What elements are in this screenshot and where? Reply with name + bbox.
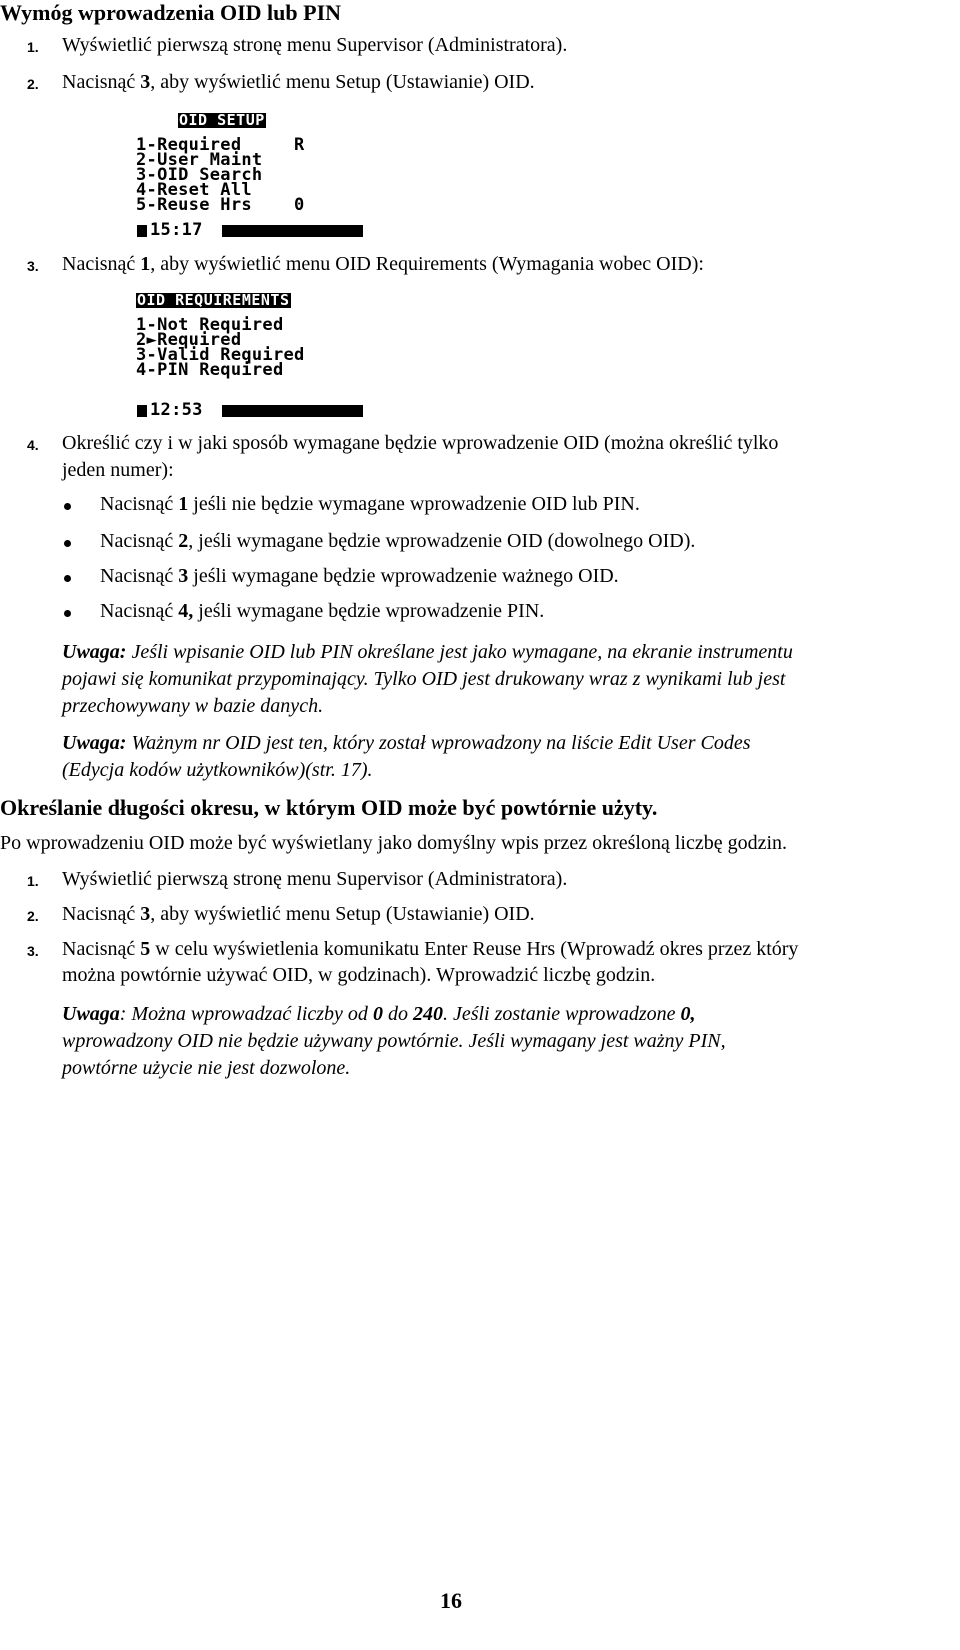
step-text-part: w celu wyświetlenia komunikatu Enter Reuse Hrs (Wprowadź okres przez który: [150, 938, 799, 960]
bullet-item: [100, 528, 695, 555]
lcd-line: 5-Reuse Hrs 0: [136, 195, 305, 215]
note-text: Jeśli wpisanie OID lub PIN określane jest jako wymagane, na ekranie instrumentu: [126, 641, 793, 663]
intro-paragraph: Po wprowadzeniu OID może być wyświetlany jako domyślny wpis przez określoną liczbę godzin.: [0, 832, 788, 854]
step-text: [62, 32, 567, 59]
step-text: [62, 936, 798, 963]
bullet-icon: [64, 610, 71, 617]
step-text: [62, 69, 535, 96]
lcd-line: 2-User Maint: [136, 150, 263, 170]
lcd-status-bar: [222, 405, 363, 417]
note-value: 0: [372, 1003, 383, 1025]
section-heading-oid-pin: Wymóg wprowadzenia OID lub PIN: [0, 0, 342, 25]
note-value: 0,: [680, 1003, 696, 1025]
note-paragraph: [62, 1001, 696, 1028]
lcd-cursor-block: [137, 225, 147, 237]
step-text-part: , aby wyświetlić menu OID Requirements (Wymagania wobec OID):: [150, 253, 704, 275]
step-text-part: Nacisnąć: [62, 938, 141, 960]
bullet-item: [100, 491, 640, 518]
key-number: 3: [140, 71, 151, 93]
key-number: 3: [178, 565, 189, 587]
note-label: Uwaga:: [62, 641, 127, 663]
step-number: 4.: [27, 437, 39, 453]
note-text: . Jeśli zostanie wprowadzone: [442, 1003, 681, 1025]
lcd-line: 4-Reset All: [136, 180, 252, 200]
key-number: 1: [140, 253, 151, 275]
note-text: powtórne użycie nie jest dozwolone.: [62, 1057, 351, 1079]
step-number: 3.: [27, 943, 39, 959]
bullet-item: [100, 563, 619, 590]
lcd-time: 12:53: [150, 400, 203, 420]
bullet-icon: [64, 503, 71, 510]
step-text-part: Wyświetlić pierwszą stronę menu Supervisor (Administratora).: [62, 868, 568, 890]
step-text-part: Nacisnąć: [62, 903, 141, 925]
step-number: 2.: [27, 76, 39, 92]
note-text: do: [382, 1003, 413, 1025]
bullet-text: jeśli wymagane będzie wprowadzenie ważnego OID.: [188, 565, 619, 587]
step-text: Określić czy i w jaki sposób wymagane będzie wprowadzenie OID (można określić tylko: [62, 432, 779, 454]
step-text-part: Nacisnąć: [62, 71, 141, 93]
lcd-line: 1-Not Required: [136, 315, 284, 335]
lcd-menu-lines: [136, 315, 305, 380]
bullet-text: Nacisnąć: [100, 493, 179, 515]
step-number: 3.: [27, 258, 39, 274]
note-text: Ważnym nr OID jest ten, który został wprowadzony na liście Edit User Codes: [126, 732, 751, 754]
note-text: : Można wprowadzać liczby od: [119, 1003, 373, 1025]
note-text: przechowywany w bazie danych.: [62, 695, 324, 717]
step-text: można powtórnie używać OID, w godzinach). Wprowadzić liczbę godzin.: [62, 964, 656, 986]
section-heading-reuse-period: Określanie długości okresu, w którym OID może być powtórnie użyty.: [0, 795, 658, 820]
key-number: 2: [178, 530, 189, 552]
note-value: 240: [412, 1003, 443, 1025]
bullet-icon: [64, 540, 71, 547]
note-text: (Edycja kodów użytkowników)(str. 17).: [62, 759, 373, 781]
bullet-text: Nacisnąć: [100, 600, 179, 622]
lcd-oid-requirements-screen: [136, 290, 291, 309]
step-number: 1.: [27, 873, 39, 889]
step-number: 2.: [27, 908, 39, 924]
lcd-title: OID SETUP: [179, 111, 265, 129]
key-number: 3: [140, 903, 151, 925]
lcd-line: 3-Valid Required: [136, 345, 305, 365]
note-label: Uwaga:: [62, 732, 127, 754]
lcd-title: OID REQUIREMENTS: [137, 291, 290, 309]
bullet-icon: [64, 575, 71, 582]
step-number: 1.: [27, 39, 39, 55]
note-paragraph: [62, 730, 751, 757]
step-text-part: , aby wyświetlić menu Setup (Ustawianie) OID.: [150, 71, 535, 93]
lcd-oid-setup-screen: [178, 110, 266, 129]
key-number: 1: [178, 493, 189, 515]
lcd-time: 15:17: [150, 220, 203, 240]
bullet-text: Nacisnąć: [100, 565, 179, 587]
step-text-part: Nacisnąć: [62, 253, 141, 275]
lcd-line: 4-PIN Required: [136, 360, 284, 380]
bullet-text: jeśli wymagane będzie wprowadzenie PIN.: [193, 600, 545, 622]
bullet-text: jeśli nie będzie wymagane wprowadzenie OID lub PIN.: [188, 493, 640, 515]
step-text: jeden numer):: [62, 459, 174, 481]
lcd-status-bar: [222, 225, 363, 237]
step-text-part: , aby wyświetlić menu Setup (Ustawianie) OID.: [150, 903, 535, 925]
note-text: wprowadzony OID nie będzie używany powtórnie. Jeśli wymagany jest ważny PIN,: [62, 1030, 726, 1052]
lcd-line: 3-OID Search: [136, 165, 263, 185]
step-text: [62, 901, 535, 928]
bullet-item: [100, 598, 544, 625]
bullet-text: Nacisnąć: [100, 530, 179, 552]
bullet-text: , jeśli wymagane będzie wprowadzenie OID (dowolnego OID).: [188, 530, 696, 552]
lcd-line: 2►Required: [136, 330, 242, 350]
page-number: 16: [440, 1588, 462, 1613]
step-text: [62, 251, 704, 278]
note-paragraph: [62, 639, 793, 666]
key-number: 4,: [178, 600, 194, 622]
lcd-line: 1-Required R: [136, 135, 305, 155]
note-text: pojawi się komunikat przypominający. Tylko OID jest drukowany wraz z wynikami lub jest: [62, 668, 786, 690]
note-label: Uwaga: [62, 1003, 120, 1025]
key-number: 5: [140, 938, 151, 960]
lcd-menu-lines: [136, 135, 305, 215]
lcd-cursor-block: [137, 405, 147, 417]
step-text-part: Wyświetlić pierwszą stronę menu Supervisor (Administratora).: [62, 34, 568, 56]
step-text: [62, 866, 567, 893]
